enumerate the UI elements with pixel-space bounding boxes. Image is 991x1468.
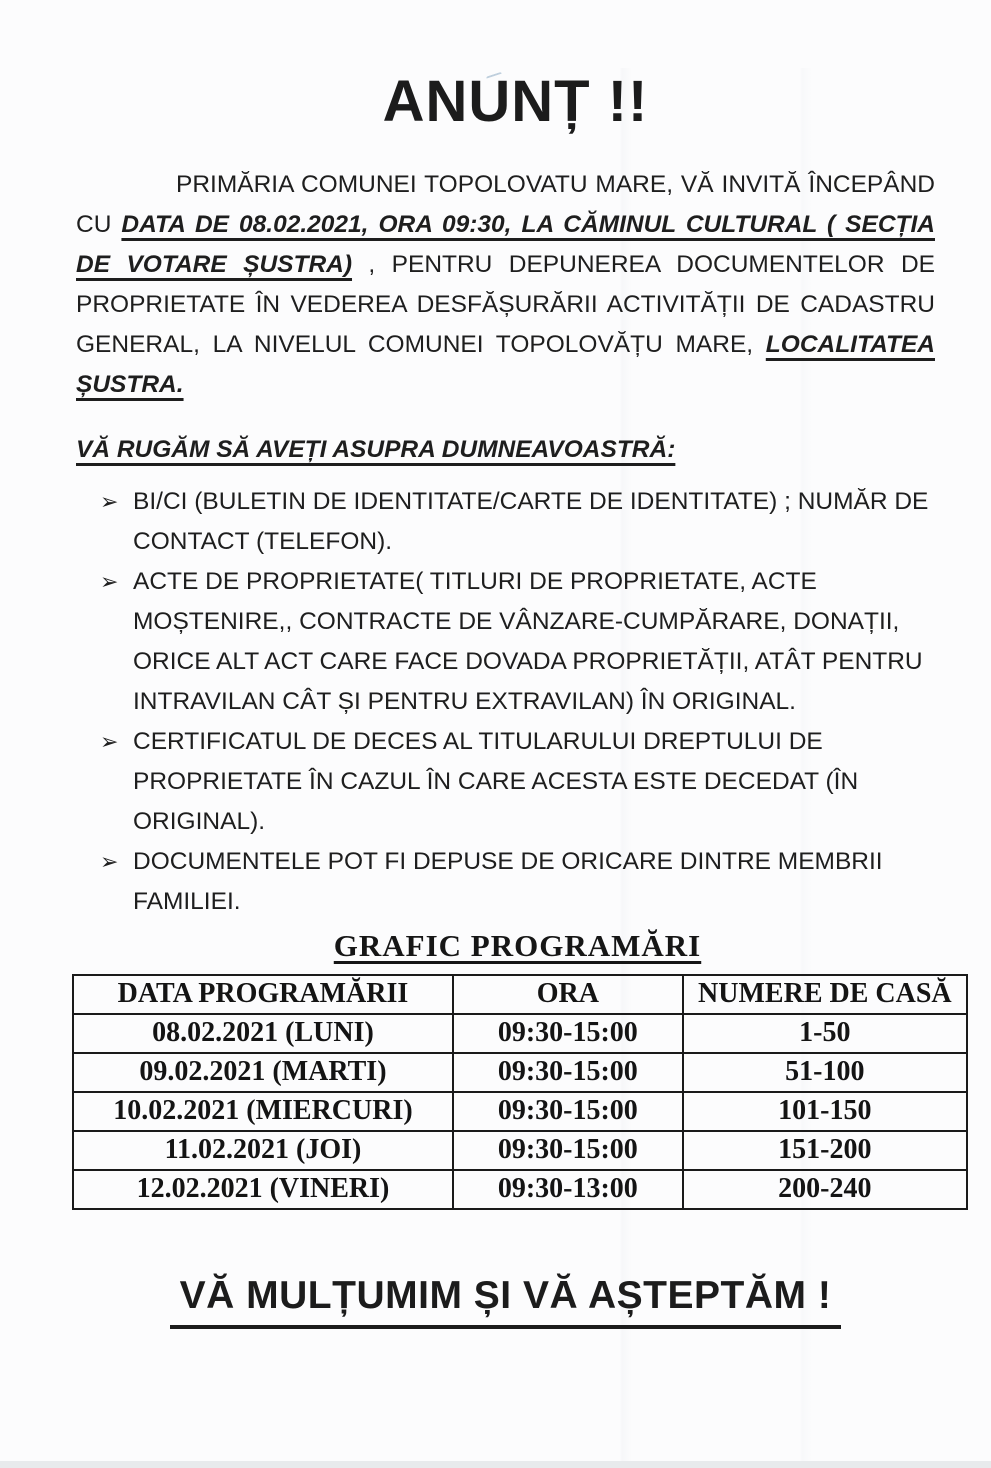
table-header-row <box>73 975 967 1014</box>
closing-section <box>76 1274 935 1329</box>
requirement-item <box>76 722 935 842</box>
requirement-item <box>76 842 935 922</box>
table-row <box>73 1170 967 1209</box>
intro-run-emphasis-1: DATA DE 08.02.2021, ORA 09:30, LA CĂMINUL CULTURAL ( SECȚIA DE VOTARE ȘUSTRA) <box>76 211 935 278</box>
table-cell-date: 08.02.2021 (LUNI) <box>73 1014 453 1053</box>
schedule-table <box>72 974 968 1210</box>
table-header-time: ORA <box>453 975 683 1014</box>
table-cell-time: 09:30-15:00 <box>453 1053 683 1092</box>
table-row <box>73 1131 967 1170</box>
table-row <box>73 1014 967 1053</box>
table-header-date: DATA PROGRAMĂRII <box>73 975 453 1014</box>
table-cell-time: 09:30-13:00 <box>453 1170 683 1209</box>
table-row <box>73 1053 967 1092</box>
requirements-heading: VĂ RUGĂM SĂ AVEȚI ASUPRA DUMNEAVOASTRĂ: <box>76 435 676 463</box>
table-header-houses: NUMERE DE CASĂ <box>683 975 967 1014</box>
requirement-item <box>76 562 935 722</box>
intro-run-emphasis-2: LOCALITATEA ȘUSTRA. <box>76 331 935 398</box>
table-cell-houses: 1-50 <box>683 1014 967 1053</box>
table-cell-time: 09:30-15:00 <box>453 1092 683 1131</box>
scanned-announcement-page <box>0 68 991 1329</box>
requirement-text: BI/CI (BULETIN DE IDENTITATE/CARTE DE IDENTITATE) ; NUMĂR DE CONTACT (TELEFON). <box>133 487 929 555</box>
table-row <box>73 1092 967 1131</box>
arrow-bullet-icon: ➢ <box>100 488 119 514</box>
arrow-bullet-icon: ➢ <box>100 568 119 594</box>
closing-text: VĂ MULȚUMIM ȘI VĂ AȘTEPTĂM ! <box>170 1274 842 1329</box>
table-cell-date: 12.02.2021 (VINERI) <box>73 1170 453 1209</box>
intro-paragraph <box>76 165 935 405</box>
table-cell-houses: 151-200 <box>683 1131 967 1170</box>
table-cell-date: 10.02.2021 (MIERCURI) <box>73 1092 453 1131</box>
table-cell-houses: 51-100 <box>683 1053 967 1092</box>
requirement-text: ACTE DE PROPRIETATE( TITLURI DE PROPRIETATE, ACTE MOȘTENIRE,, CONTRACTE DE VÂNZARE-CUMPĂRARE, DONAȚII, ORICE ALT ACT CARE FACE DOVADA PROPRIETĂȚII, ATÂT PENTRU INTRAVILAN CÂT ȘI PENTRU EXTRAVILAN) ÎN ORIGINAL. <box>133 567 923 715</box>
table-cell-date: 09.02.2021 (MARTI) <box>73 1053 453 1092</box>
requirement-item <box>76 482 935 562</box>
intro-run-plain-1: PRIMĂRIA COMUNEI TOPOLOVATU MARE, VĂ INVITĂ ÎNCEPÂND CU <box>76 171 935 238</box>
page-title: ANUNȚ !! <box>382 69 649 134</box>
table-cell-time: 09:30-15:00 <box>453 1014 683 1053</box>
table-cell-houses: 101-150 <box>683 1092 967 1131</box>
table-cell-time: 09:30-15:00 <box>453 1131 683 1170</box>
requirement-text: DOCUMENTELE POT FI DEPUSE DE ORICARE DINTRE MEMBRII FAMILIEI. <box>133 847 883 915</box>
arrow-bullet-icon: ➢ <box>100 848 119 874</box>
arrow-bullet-icon: ➢ <box>100 728 119 754</box>
scan-edge-band <box>0 1461 991 1468</box>
table-cell-houses: 200-240 <box>683 1170 967 1209</box>
table-cell-date: 11.02.2021 (JOI) <box>73 1131 453 1170</box>
requirement-text: CERTIFICATUL DE DECES AL TITULARULUI DREPTULUI DE PROPRIETATE ÎN CAZUL ÎN CARE ACESTA ESTE DECEDAT (ÎN ORIGINAL). <box>133 727 859 835</box>
schedule-heading: GRAFIC PROGRAMĂRI <box>333 927 702 963</box>
requirements-list <box>76 482 935 922</box>
intro-run-plain-2: , PENTRU DEPUNEREA DOCUMENTELOR DE PROPRIETATE ÎN VEDEREA DESFĂȘURĂRII ACTIVITĂȚII DE CADASTRU GENERAL, LA NIVELUL COMUNEI TOPOLOVĂȚU MARE, <box>76 251 935 358</box>
